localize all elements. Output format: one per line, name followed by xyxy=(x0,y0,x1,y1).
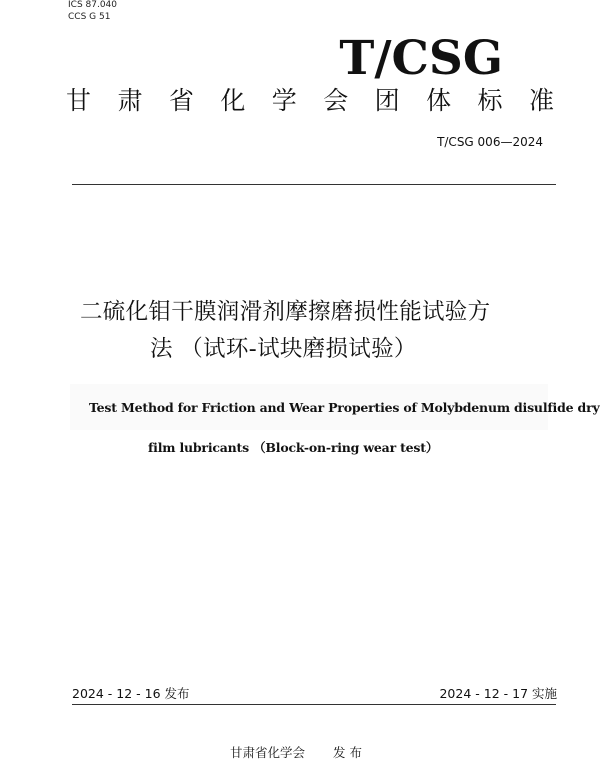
organization-title-char: 团 xyxy=(374,86,400,115)
organization-title-char: 体 xyxy=(426,86,452,115)
organization-title-char: 标 xyxy=(477,86,503,115)
publisher-name: 甘肃省化学会 xyxy=(230,745,306,760)
organization-title xyxy=(66,86,554,116)
standard-number: T/CSG 006—2024 xyxy=(437,135,543,149)
publisher-action: 发 布 xyxy=(333,745,362,760)
organization-title-char: 准 xyxy=(528,86,554,115)
title-english-line-1: Test Method for Friction and Wear Properties of Molybdenum disulfide dry xyxy=(89,400,600,415)
issue-date: 2024 - 12 - 16 发布 xyxy=(72,686,190,701)
organization-title-char: 会 xyxy=(323,86,349,115)
organization-title-char: 学 xyxy=(271,86,297,115)
publisher-line xyxy=(230,745,362,761)
organization-title-char: 甘 xyxy=(66,86,92,115)
implementation-date: 2024 - 12 - 17 实施 xyxy=(439,686,557,701)
organization-title-char: 化 xyxy=(220,86,246,115)
organization-title-char: 肃 xyxy=(117,86,143,115)
footer-divider xyxy=(72,704,556,705)
title-chinese-line-2: 法 （试环-试块磨损试验） xyxy=(150,336,417,362)
standard-logo: T/CSG xyxy=(339,31,503,86)
organization-title-char: 省 xyxy=(168,86,194,115)
header-divider xyxy=(72,184,556,185)
title-chinese-line-1: 二硫化钼干膜润滑剂摩擦磨损性能试验方 xyxy=(80,299,491,325)
title-english-line-2: film lubricants （Block-on-ring wear test） xyxy=(148,440,439,455)
ics-code: ICS 87.040 xyxy=(68,0,118,10)
ccs-code: CCS G 51 xyxy=(68,12,111,22)
